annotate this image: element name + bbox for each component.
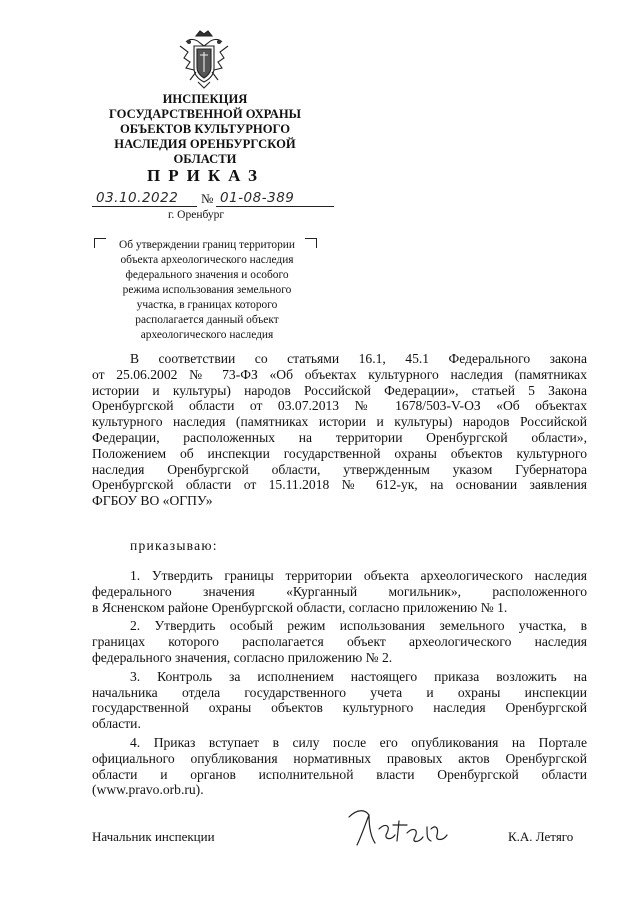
item-line: 2. Утвердить особый режим использования земельного участка, в: [130, 618, 587, 634]
subject-line: археологического наследия: [140, 329, 274, 341]
preamble-line: от 25.06.2002 № 73-ФЗ «Об объектах культурного наследия (памятниках: [92, 366, 587, 382]
org-line: ОБЛАСТИ: [173, 152, 237, 166]
item-line: 1. Утвердить границы территории объекта археологического наследия: [130, 568, 587, 583]
coat-of-arms-icon: [176, 28, 232, 90]
subject-line: федерального значения и особого: [125, 269, 289, 281]
org-line: ИНСПЕКЦИЯ: [162, 92, 248, 106]
item-line: (www.pravo.orb.ru).: [92, 782, 204, 798]
item-line: 4. Приказ вступает в силу после его опубликования на Портале: [130, 734, 587, 750]
number-underline: [216, 206, 334, 207]
preamble-line: В соответствии со статьями 16.1, 45.1 Федерального закона: [130, 351, 587, 366]
issue-city: г. Оренбург: [168, 209, 225, 221]
org-line: ГОСУДАРСТВЕННОЙ ОХРАНЫ: [108, 107, 302, 121]
preamble-line: культурного наследия (памятниках истории и культуры) народов Российской: [92, 414, 587, 430]
number-sign: №: [201, 191, 214, 206]
item-line: границах которого располагается объект археологического наследия: [92, 634, 587, 650]
signatory-position: Начальник инспекции: [92, 829, 215, 844]
subject-line: Об утверждении границ территории: [119, 239, 295, 251]
handwritten-signature: [335, 803, 465, 855]
item-line: официального опубликования нормативных правовых актов Оренбургской: [92, 750, 587, 766]
org-line: ОБЪЕКТОВ КУЛЬТУРНОГО: [119, 122, 291, 136]
preamble-line: Федерации, расположенных на территории Оренбургской области»,: [92, 429, 587, 445]
subject-line: располагается данный объект: [135, 314, 279, 326]
date-number-line: [92, 190, 342, 210]
order-items: [92, 568, 587, 798]
subject-line: участка, в границах которого: [136, 299, 278, 311]
item-line: начальника отдела государственного учета и охраны инспекции: [92, 684, 587, 700]
item-line: 3. Контроль за исполнением настоящего приказа возложить на: [130, 668, 587, 684]
document-type-title: ПРИКАЗ: [147, 166, 265, 185]
org-line: НАСЛЕДИЯ ОРЕНБУРГСКОЙ: [114, 137, 296, 151]
subject-line: режима использования земельного: [122, 284, 292, 296]
item-line: в Ясненском районе Оренбургской области, согласно приложению № 1.: [92, 599, 508, 615]
item-line: федерального значения, согласно приложению № 2.: [92, 649, 393, 665]
signatory-name: К.А. Летяго: [508, 829, 574, 844]
document-number: 01-08-389: [220, 190, 295, 206]
document-date: 03.10.2022: [96, 190, 179, 206]
item-line: области и органов исполнительной власти Оренбургской области: [92, 766, 587, 782]
order-operative-word: приказываю:: [130, 538, 218, 553]
preamble-line: Оренбургской области от 03.07.2013 № 1678/503-V-ОЗ «Об объектах: [92, 398, 587, 414]
preamble-line: истории и культуры) народов Российской Федерации», статьей 5 Закона: [92, 382, 587, 398]
issuing-authority: [60, 92, 350, 167]
item-line: государственной охраны объектов культурного наследия Оренбургской: [92, 700, 587, 716]
preamble-line: Положением об инспекции государственной охраны объектов культурного: [92, 445, 587, 461]
subject-line: объекта археологического наследия: [120, 254, 294, 266]
preamble-line: ФГБОУ ВО «ОГПУ»: [92, 493, 213, 509]
document-subject: [100, 238, 314, 343]
item-line: федерального значения «Курганный могильник», расположенного: [92, 583, 587, 599]
date-underline: [92, 206, 197, 207]
preamble-line: наследия Оренбургской области, утвержденным указом Губернатора: [92, 461, 587, 477]
item-line: области.: [92, 716, 141, 732]
preamble: [92, 351, 587, 509]
preamble-line: Оренбургской области от 15.11.2018 № 612-ук, на основании заявления: [92, 477, 587, 493]
